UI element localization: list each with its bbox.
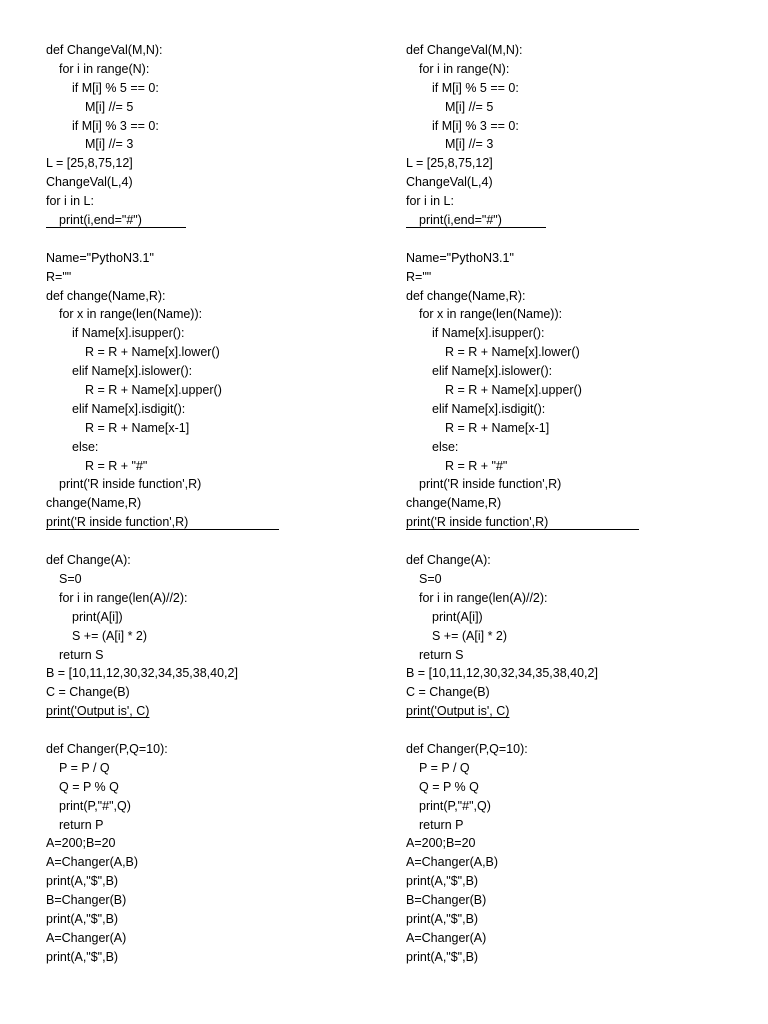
code-line: for i in range(N): [419,61,510,76]
code-line: Name="PythoN3.1" [406,250,514,265]
code-line: for x in range(len(Name)): [419,307,563,322]
code-line: print(i,end="#") [406,211,736,230]
code-line: print(A,"$",B) [46,949,119,964]
code-line: elif Name[x].isdigit(): [432,401,546,416]
code-line: print(P,"#",Q) [419,798,491,813]
code-line: Q = P % Q [59,779,119,794]
code-line: print('Output is', C) [406,704,510,719]
code-line: A=Changer(A,B) [46,855,139,870]
code-line: R = R + "#" [445,458,508,473]
code-line: S += (A[i] * 2) [72,628,148,643]
blank-line [46,230,376,249]
code-line: return S [59,647,104,662]
code-line: L = [25,8,75,12] [46,156,133,171]
code-line: P = P / Q [419,760,470,775]
code-line: elif Name[x].isdigit(): [72,401,186,416]
code-line: print(A[i]) [72,609,123,624]
code-line: print('Output is', C) [46,704,150,719]
code-line: def ChangeVal(M,N): [46,43,163,57]
code-line: if M[i] % 3 == 0: [72,118,159,133]
code-line: if Name[x].isupper(): [432,326,545,341]
code-line: A=200;B=20 [46,836,116,851]
code-line: change(Name,R) [46,496,142,511]
code-line: Name="PythoN3.1" [46,250,154,265]
code-line: ChangeVal(L,4) [46,175,133,190]
code-line: def ChangeVal(M,N): [406,43,523,57]
code-line: R = R + Name[x-1] [85,420,190,435]
code-line: def change(Name,R): [406,288,526,303]
code-line: M[i] //= 3 [445,137,494,152]
code-line: def Changer(P,Q=10): [406,741,528,756]
code-line: B = [10,11,12,30,32,34,35,38,40,2] [406,666,598,681]
code-line: S += (A[i] * 2) [432,628,508,643]
code-line: print(P,"#",Q) [59,798,131,813]
code-line: change(Name,R) [406,496,502,511]
code-line: print(A,"$",B) [406,874,479,889]
blank-line [406,532,736,551]
code-line: print(A,"$",B) [46,911,119,926]
code-line: return S [419,647,464,662]
code-line: B=Changer(B) [406,893,487,908]
code-line: for i in range(len(A)//2): [419,590,548,605]
code-line: print(A,"$",B) [46,874,119,889]
code-line: R = R + Name[x].lower() [445,345,580,360]
blank-line [46,532,376,551]
code-line: R="" [46,269,72,284]
code-line: S=0 [419,571,442,586]
code-line: ChangeVal(L,4) [406,175,493,190]
code-line: def Changer(P,Q=10): [46,741,168,756]
code-line: for i in L: [46,194,94,209]
blank-line [46,721,376,740]
code-line: if M[i] % 3 == 0: [432,118,519,133]
code-line: else: [432,439,459,454]
code-line: print('R inside function',R) [419,477,562,492]
code-line: S=0 [59,571,82,586]
code-line: print('R inside function',R) [46,513,376,532]
code-line: elif Name[x].islower(): [72,364,193,379]
code-line: R = R + Name[x].upper() [85,383,222,398]
code-line: L = [25,8,75,12] [406,156,493,171]
code-line: B=Changer(B) [46,893,127,908]
code-line: P = P / Q [59,760,110,775]
code-line: print(A[i]) [432,609,483,624]
code-line: for x in range(len(Name)): [59,307,203,322]
blank-line [406,721,736,740]
code-line: if Name[x].isupper(): [72,326,185,341]
code-line: for i in range(N): [59,61,150,76]
code-line: if M[i] % 5 == 0: [432,80,519,95]
code-line: print(A,"$",B) [406,911,479,926]
code-line: def change(Name,R): [46,288,166,303]
code-line: R = R + "#" [85,458,148,473]
code-line: return P [59,817,104,832]
code-line: R="" [406,269,432,284]
code-line: M[i] //= 3 [85,137,134,152]
code-line: print('R inside function',R) [406,513,736,532]
code-line: elif Name[x].islower(): [432,364,553,379]
code-line: if M[i] % 5 == 0: [72,80,159,95]
code-line: A=Changer(A,B) [406,855,499,870]
code-line: M[i] //= 5 [85,99,134,114]
code-line: for i in L: [406,194,454,209]
code-line: R = R + Name[x].upper() [445,383,582,398]
code-line: print(A,"$",B) [406,949,479,964]
code-line: else: [72,439,99,454]
code-line: R = R + Name[x-1] [445,420,550,435]
code-line: R = R + Name[x].lower() [85,345,220,360]
code-line: C = Change(B) [46,685,130,700]
code-line: A=Changer(A) [46,930,127,945]
code-line: B = [10,11,12,30,32,34,35,38,40,2] [46,666,238,681]
blank-line [406,230,736,249]
code-line: A=200;B=20 [406,836,476,851]
code-column-left [46,41,376,967]
code-line: print('R inside function',R) [59,477,202,492]
code-line: Q = P % Q [419,779,479,794]
code-line: def Change(A): [406,553,491,568]
code-line: A=Changer(A) [406,930,487,945]
code-line: return P [419,817,464,832]
code-line: print(i,end="#") [46,211,376,230]
code-line: M[i] //= 5 [445,99,494,114]
code-line: def Change(A): [46,553,131,568]
code-line: C = Change(B) [406,685,490,700]
code-line: for i in range(len(A)//2): [59,590,188,605]
code-column-right [406,41,736,967]
